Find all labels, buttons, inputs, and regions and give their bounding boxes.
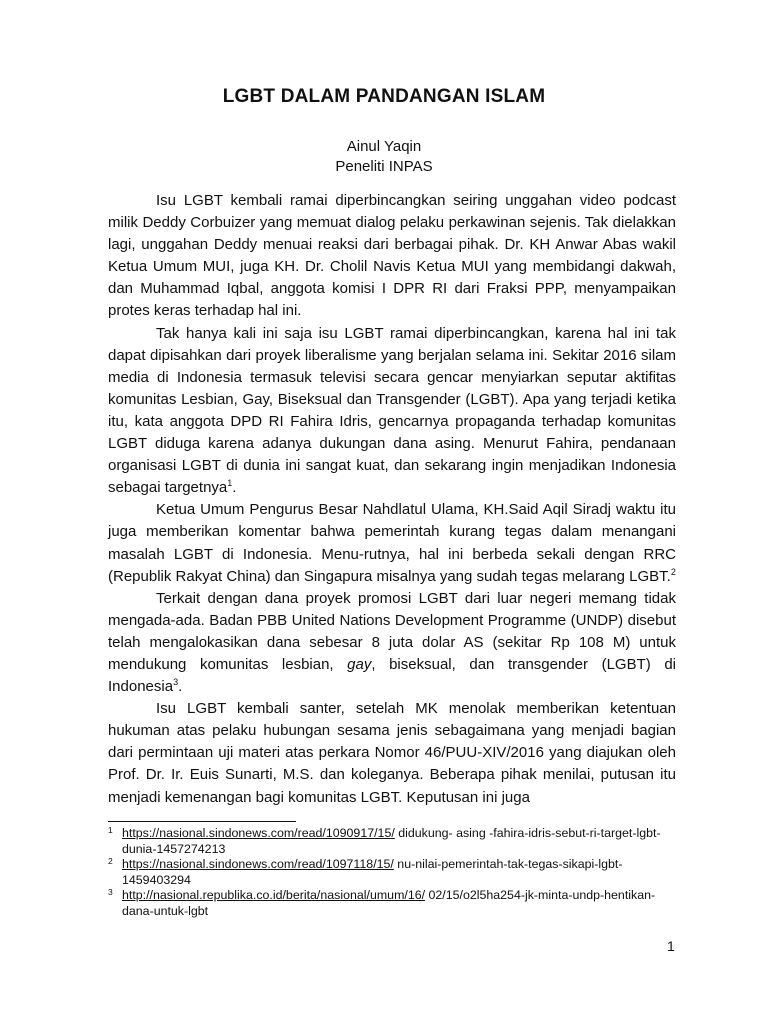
- footnote-link[interactable]: https://nasional.sindonews.com/read/1097118/15/: [122, 857, 394, 872]
- footnote-separator: [108, 821, 296, 822]
- paragraph-1-text: Isu LGBT kembali ramai diperbincangkan seiring unggahan video podcast milik Deddy Corbuizer yang memuat dialog pelaku perkawinan sejenis. Tak dielakkan lagi, unggahan Deddy menuai reaksi dari berbagai pihak. Dr. KH Anwar Abas wakil Ketua Umum MUI, juga KH. Dr. Cholil Navis Ketua MUI yang membidangi dakwah, dan Muhammad Iqbal, anggota komisi I DPR RI dari Fraksi PPP, menyampaikan protes keras terhadap hal ini.: [108, 192, 676, 320]
- footnote-1: [108, 826, 680, 857]
- paragraph-4-end: .: [178, 678, 183, 696]
- paragraph-4-emphasis: gay: [347, 655, 372, 673]
- paragraph-1: [108, 190, 676, 323]
- footnote-2: [108, 857, 680, 888]
- paragraph-3-text: Ketua Umum Pengurus Besar Nahdlatul Ulama, KH.Said Aqil Siradj waktu itu juga memberikan komentar bahwa pemerintah kurang tegas dalam menangani masalah LGBT di Indonesia. Menu-rutnya, hal ini berbeda sekali dengan RRC (Republik Rakyat China) dan Singapura misalnya yang sudah tegas melarang LGBT.: [108, 501, 676, 585]
- paragraph-5-text: Isu LGBT kembali santer, setelah MK menolak memberikan ketentuan hukuman atas pelaku hubungan sesama jenis sebagaimana yang menjadi bagian dari permintaan uji materi atas perkara Nomor 46/PUU-XIV/2016 yang diajukan oleh Prof. Dr. Ir. Euis Sunarti, M.S. dan koleganya. Beberapa pihak menilai, putusan itu menjadi kemenangan bagi komunitas LGBT. Keputusan ini juga: [108, 700, 676, 806]
- paragraph-4-start: Terkait dengan dana proyek promosi LGBT dari luar negeri memang tidak mengada-ada. Badan PBB United Nations Development Programme (UNDP) disebut telah mengalokasikan dana sebesar 8 juta dolar AS (sekitar Rp 108 M) untuk mendukung komunitas lesbian,: [108, 589, 676, 673]
- footnote-text: didukung- asing -fahira-idris-sebut-ri-target-lgbt-dunia-1457274213: [122, 826, 661, 856]
- page-number: 1: [667, 938, 675, 954]
- author-name: Ainul Yaqin: [346, 138, 422, 155]
- document-title: LGBT DALAM PANDANGAN ISLAM: [222, 86, 546, 107]
- author-affiliation: Peneliti INPAS: [335, 158, 433, 175]
- footnote-ref-2[interactable]: 2: [670, 566, 676, 577]
- paragraph-5: [108, 698, 676, 808]
- footnote-text: 02/15/o2l5ha254-jk-minta-undp-hentikan-dana-untuk-lgbt: [122, 888, 656, 918]
- footnote-link[interactable]: https://nasional.sindonews.com/read/1090917/15/: [122, 826, 395, 840]
- body-text: [108, 190, 676, 809]
- footnote-link[interactable]: http://nasional.republika.co.id/berita/nasional/umum/16/: [122, 888, 426, 903]
- footnote-text: nu-nilai-pemerintah-tak-tegas-sikapi-lgbt-1459403294: [122, 857, 623, 887]
- footnote-number: 3: [108, 887, 113, 898]
- footnote-ref-3[interactable]: 3: [173, 677, 179, 688]
- paragraph-2: [108, 323, 676, 500]
- paragraph-4-text: , biseksual, dan transgender (LGBT) di Indonesia: [108, 655, 676, 696]
- footnote-ref-1[interactable]: 1: [227, 478, 233, 489]
- paragraph-4: [108, 588, 676, 698]
- footnotes: [108, 826, 680, 920]
- paragraph-2-end: .: [232, 479, 237, 497]
- footnote-number: 1: [108, 825, 113, 835]
- paragraph-3: [108, 499, 676, 587]
- paragraph-2-text: Tak hanya kali ini saja isu LGBT ramai diperbincangkan, karena hal ini tak dapat dipisahkan dari proyek liberalisme yang berjalan selama ini. Sekitar 2016 silam media di Indonesia termasuk televisi secara gencar menyiarkan seputar aktifitas komunitas Lesbian, Gay, Biseksual dan Transgender (LGBT). Apa yang terjadi ketika itu, kata anggota DPD RI Fahira Idris, gencarnya propaganda terhadap komunitas LGBT diduga karena adanya dukungan dana asing. Menurut Fahira, pendanaan organisasi LGBT di dunia ini sangat kuat, dan sekarang ingin menjadikan Indonesia sebagai targetnya: [108, 324, 676, 497]
- footnote-3: [108, 888, 680, 919]
- footnote-number: 2: [108, 856, 113, 867]
